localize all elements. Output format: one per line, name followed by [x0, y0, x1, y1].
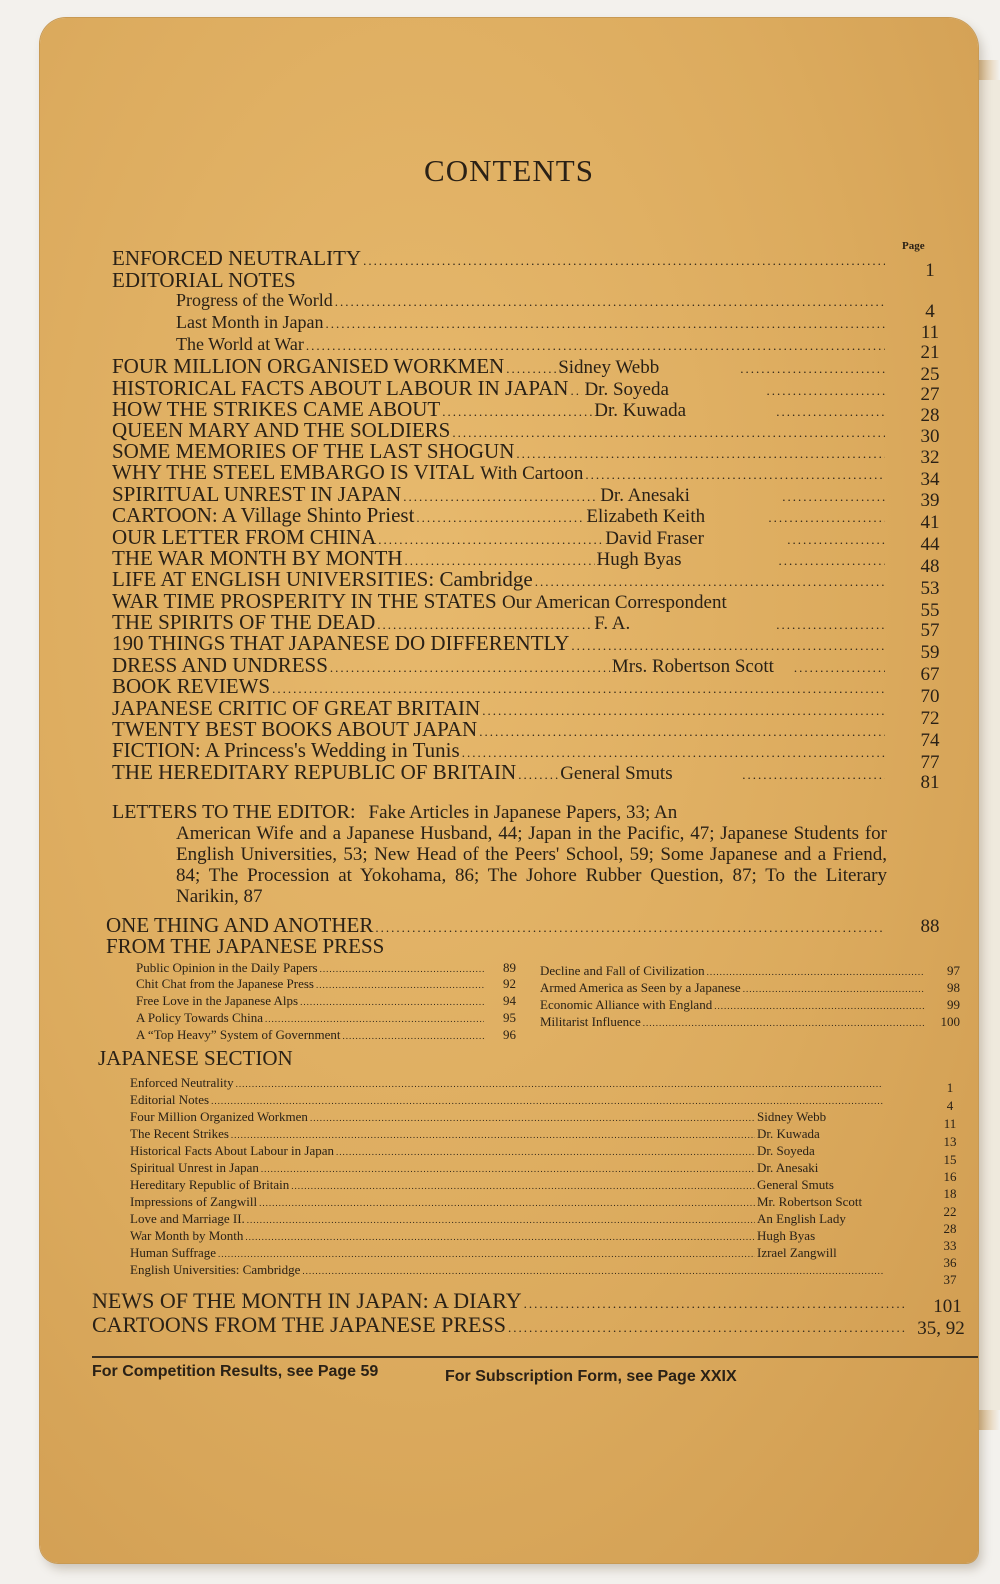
entry-title: War Month by Month	[130, 1228, 244, 1243]
entry-page: 57	[920, 620, 940, 641]
entry-title: CARTOON: A Village Shinto Priest	[112, 503, 415, 527]
entry-page: 4	[925, 301, 935, 322]
entry-title: LIFE AT ENGLISH UNIVERSITIES: Cambridge	[112, 567, 533, 591]
entry-note: With Cartoon	[480, 463, 584, 484]
entry-page: 53	[920, 578, 940, 599]
entry-page: 28	[943, 1221, 957, 1236]
entry-title: SOME MEMORIES OF THE LAST SHOGUN	[112, 439, 515, 463]
japanese-item	[130, 1109, 885, 1125]
entry-author: Dr. Kuwada	[594, 400, 687, 421]
entry-author: Dr. Kuwada	[757, 1126, 820, 1141]
entry-page: 1	[946, 1080, 954, 1095]
entry-page: 48	[920, 556, 940, 577]
entry-page: 89	[503, 960, 516, 975]
entry-author: Mrs. Robertson Scott	[611, 656, 774, 677]
entry-author: Hugh Byas	[596, 549, 682, 570]
japanese-item	[130, 1160, 885, 1176]
entry-author: Dr. Soyeda	[584, 379, 669, 400]
japanese-item	[130, 1228, 885, 1244]
footer-rule	[92, 1356, 978, 1358]
entry-page: 88	[920, 916, 940, 937]
japanese-item	[130, 1177, 885, 1193]
entry-title: QUEEN MARY AND THE SOLDIERS	[112, 418, 451, 442]
entry-author: Dr. Anesaki	[757, 1160, 819, 1175]
entry-title: Armed America as Seen by a Japanese	[540, 980, 741, 995]
entry-author: Our American Correspondent	[501, 592, 727, 613]
next-page-strip	[975, 80, 1000, 1410]
entry-page: 13	[943, 1134, 957, 1149]
entry-page: 11	[943, 1116, 957, 1131]
japanese-section-heading: JAPANESE SECTION	[98, 1046, 293, 1070]
entry-title: SPIRITUAL UNREST IN JAPAN	[112, 482, 402, 506]
entry-title: Hereditary Republic of Britain	[130, 1177, 290, 1192]
entry-title: CARTOONS FROM THE JAPANESE PRESS	[92, 1312, 506, 1337]
entry-title: Militarist Influence	[540, 1014, 641, 1029]
entry-title: Economic Alliance with England	[540, 997, 713, 1012]
entry-page: 44	[920, 534, 940, 555]
press-item	[136, 1010, 516, 1026]
entry-title: HOW THE STRIKES CAME ABOUT	[112, 397, 441, 421]
section-heading	[98, 1046, 873, 1071]
entry-page: 33	[943, 1238, 957, 1253]
entry-page: 55	[920, 600, 940, 621]
letters-list: American Wife and a Japanese Husband, 44; Japan in the Pacific, 47; Japanese Students for English Universities, 53; New Head of the Peers' School, 59; Some Japanese and a Friend, 84; The Procession at Yokohama, 86; The Johore Rubber Question, 87; To the Literary Narikin, 87	[176, 823, 887, 907]
entry-page: 34	[920, 469, 940, 490]
press-item	[540, 980, 960, 996]
entry-title: THE HEREDITARY REPUBLIC OF BRITAIN	[112, 760, 517, 784]
entry-title: THE WAR MONTH BY MONTH	[112, 546, 403, 570]
entry-title: FICTION: A Princess's Wedding in Tunis	[112, 738, 460, 762]
entry-title: 190 THINGS THAT JAPANESE DO DIFFERENTLY	[112, 631, 570, 655]
entry-page: 92	[503, 976, 516, 991]
entry-page: 99	[947, 997, 960, 1012]
entry-title: JAPANESE CRITIC OF GREAT BRITAIN	[112, 696, 481, 720]
entry-page: 36	[943, 1255, 957, 1270]
letters-heading: LETTERS TO THE EDITOR:	[112, 801, 356, 823]
press-item	[136, 976, 516, 992]
entry-title: FOUR MILLION ORGANISED WORKMEN	[112, 354, 505, 378]
subscription-note: For Subscription Form, see Page XXIX	[445, 1368, 737, 1385]
entry-page: 32	[920, 447, 940, 468]
entry-author: Sidney Webb	[558, 357, 660, 378]
entry-page: 67	[920, 664, 940, 685]
entry-author: Sidney Webb	[757, 1109, 827, 1124]
entry-page: 30	[920, 426, 940, 447]
japanese-item	[130, 1262, 885, 1278]
entry-title: Progress of the World	[176, 290, 333, 310]
press-item	[540, 1014, 960, 1030]
section-heading	[106, 934, 881, 959]
competition-note: For Competition Results, see Page 59	[92, 1363, 379, 1380]
press-item	[540, 963, 960, 979]
entry-page: 100	[940, 1014, 960, 1029]
toc-entry	[112, 760, 887, 785]
toc-subentry	[176, 312, 887, 333]
entry-page: 70	[920, 686, 940, 707]
press-item	[136, 1027, 516, 1043]
entry-title: Spiritual Unrest in Japan	[130, 1160, 259, 1175]
entry-page: 97	[947, 963, 960, 978]
japanese-item	[130, 1075, 885, 1091]
letters-first-line: Fake Articles in Japanese Papers, 33; An	[368, 802, 678, 823]
entry-page: 101	[933, 1296, 962, 1317]
letters-to-editor	[112, 802, 887, 907]
entry-page: 28	[920, 405, 940, 426]
entry-page: 18	[943, 1186, 957, 1201]
japanese-item	[130, 1211, 885, 1227]
entry-title: The Recent Strikes	[130, 1126, 229, 1141]
entry-title: HISTORICAL FACTS ABOUT LABOUR IN JAPAN	[112, 376, 569, 400]
entry-page: 37	[943, 1272, 957, 1287]
entry-author: An English Lady	[757, 1211, 846, 1226]
entry-page: 59	[920, 642, 940, 663]
entry-title: WHY THE STEEL EMBARGO IS VITAL	[112, 460, 475, 484]
entry-page: 81	[920, 772, 940, 793]
entry-title: Impressions of Zangwill	[130, 1194, 258, 1209]
entry-title: A “Top Heavy” System of Government	[136, 1027, 341, 1042]
entry-page: 21	[920, 342, 940, 363]
japanese-item	[130, 1245, 885, 1261]
contents-page	[40, 18, 978, 1563]
entry-title: Public Opinion in the Daily Papers	[136, 960, 318, 975]
entry-title: ENFORCED NEUTRALITY	[112, 246, 362, 270]
page-column-heading: Page	[902, 240, 925, 252]
entry-author: General Smuts	[560, 763, 673, 784]
entry-title: WAR TIME PROSPERITY IN THE STATES	[112, 589, 497, 613]
entry-page: 74	[920, 730, 940, 751]
entry-title: ONE THING AND ANOTHER	[106, 913, 374, 937]
page-title: CONTENTS	[424, 153, 594, 188]
entry-title: The World at War	[176, 334, 304, 354]
entry-title: THE SPIRITS OF THE DEAD	[112, 610, 376, 634]
press-item	[136, 960, 516, 976]
entry-page: 27	[920, 384, 940, 405]
entry-page: 94	[503, 993, 516, 1008]
entry-title: Enforced Neutrality	[130, 1075, 234, 1090]
entry-author: Dr. Soyeda	[757, 1143, 815, 1158]
entry-author: Hugh Byas	[757, 1228, 816, 1243]
entry-title: Love and Marriage II.	[130, 1211, 245, 1226]
toc-subentry	[176, 290, 887, 311]
entry-page: 16	[943, 1169, 957, 1184]
press-heading: FROM THE JAPANESE PRESS	[106, 934, 385, 958]
entry-page: 1	[925, 260, 935, 281]
japanese-item	[130, 1092, 885, 1108]
entry-author: F. A.	[594, 613, 631, 634]
entry-title: Chit Chat from the Japanese Press	[136, 976, 314, 991]
entry-title: OUR LETTER FROM CHINA	[112, 525, 377, 549]
entry-page: 39	[920, 490, 940, 511]
entry-title: EDITORIAL NOTES	[112, 268, 296, 292]
press-item	[540, 997, 960, 1013]
entry-author: Elizabeth Keith	[586, 506, 706, 527]
entry-title: Last Month in Japan	[176, 312, 324, 332]
entry-title: A Policy Towards China	[136, 1010, 264, 1025]
entry-title: Free Love in the Japanese Alps	[136, 993, 299, 1008]
entry-page: 96	[503, 1027, 516, 1042]
entry-author: Dr. Anesaki	[600, 485, 690, 506]
entry-title: TWENTY BEST BOOKS ABOUT JAPAN	[112, 717, 478, 741]
entry-title: NEWS OF THE MONTH IN JAPAN: A DIARY	[92, 1288, 522, 1313]
entry-author: Izrael Zangwill	[757, 1245, 837, 1260]
entry-author: Mr. Robertson Scott	[757, 1194, 863, 1209]
entry-title: DRESS AND UNDRESS	[112, 653, 328, 677]
entry-page: 25	[920, 364, 940, 385]
entry-title: Human Suffrage	[130, 1245, 217, 1260]
press-item	[136, 993, 516, 1009]
entry-title: Editorial Notes	[130, 1092, 210, 1107]
entry-page: 95	[503, 1010, 516, 1025]
toc-entry	[92, 1288, 907, 1314]
toc-subentry	[176, 334, 887, 355]
entry-page: 98	[947, 980, 960, 995]
entry-title: Four Million Organized Workmen	[130, 1109, 308, 1124]
entry-page: 35, 92	[917, 1318, 965, 1339]
entry-page: 22	[943, 1204, 957, 1219]
toc-entry	[92, 1312, 907, 1338]
entry-author: General Smuts	[757, 1177, 834, 1192]
entry-page: 77	[920, 752, 940, 773]
entry-page: 72	[920, 708, 940, 729]
japanese-item	[130, 1194, 885, 1210]
japanese-item	[130, 1143, 885, 1159]
entry-page: 41	[920, 512, 940, 533]
entry-page: 15	[943, 1152, 957, 1167]
entry-title: Decline and Fall of Civilization	[540, 963, 705, 978]
entry-author: David Fraser	[605, 528, 704, 549]
entry-title: Historical Facts About Labour in Japan	[130, 1143, 334, 1158]
entry-title: BOOK REVIEWS	[112, 674, 271, 698]
entry-page: 4	[946, 1098, 954, 1113]
japanese-item	[130, 1126, 885, 1142]
entry-page: 11	[920, 322, 940, 343]
entry-title: English Universities: Cambridge	[130, 1262, 301, 1277]
